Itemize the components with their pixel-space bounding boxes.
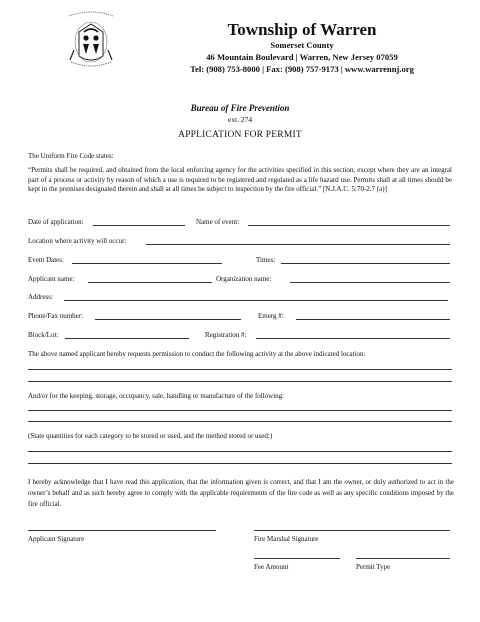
emergency-number-field[interactable]	[296, 319, 450, 320]
location-field[interactable]	[146, 244, 450, 245]
acknowledgment-paragraph: I hereby acknowledge that I have read this application, that the information given is correct, and that I am the owner, or duly authorized to act in the owner’s behalf and as such hereby agree to comply with the applicable requirements of the fire code as well as any specific conditions imposed by the fire official.	[28, 478, 454, 508]
emergency-number-label: Emerg #:	[258, 312, 284, 320]
bureau-extension: ext. 274	[227, 115, 253, 124]
applicant-signature-label: Applicant Signature	[28, 535, 85, 543]
quantities-line-1[interactable]	[28, 451, 452, 452]
form-title: APPLICATION FOR PERMIT	[178, 130, 302, 140]
township-title: Township of Warren	[227, 20, 377, 39]
activity-request-statement: The above named applicant hereby requests permission to conduct the following activity at the above indicated location:	[28, 350, 366, 358]
keeping-line-1[interactable]	[28, 410, 452, 411]
phone-fax-field[interactable]	[95, 319, 241, 320]
code-quote: “Permits shall be required, and obtained from the local enforcing agency for the activities specified in this section, except where they are an integral part of a process or activity by reason of which a use is required to be registered and regulated as a life hazard use. Permits shall at all times should be kept in the premises designated therein and shall at all times be subject to inspection by the fire official.” [N.J.A.C. 5:70-2.7 (a)]	[28, 166, 452, 193]
event-dates-label: Event Dates:	[28, 256, 64, 264]
township-address: 46 Mountain Boulevard | Warren, New Jersey 07059	[206, 52, 398, 62]
applicant-name-field[interactable]	[88, 282, 212, 283]
fee-amount-label: Fee Amount	[254, 563, 289, 571]
quantities-statement: (State quantities for each category to be stored or used, and the method stored or used:)	[28, 432, 273, 440]
name-of-event-label: Name of event:	[196, 218, 240, 226]
county-name: Somerset County	[270, 40, 334, 50]
bureau-name: Bureau of Fire Prevention	[190, 103, 290, 113]
event-dates-field[interactable]	[72, 263, 222, 264]
registration-number-label: Registration #:	[205, 331, 247, 339]
fee-amount-line[interactable]	[254, 558, 340, 559]
activity-line-1[interactable]	[28, 369, 452, 370]
applicant-signature-line[interactable]	[28, 530, 216, 531]
organization-name-label: Organization name:	[216, 275, 272, 283]
block-lot-label: Block/Lot:	[28, 331, 59, 339]
phone-fax-label: Phone/Fax number:	[28, 312, 84, 320]
permit-type-label: Permit Type	[356, 563, 391, 571]
fire-marshal-signature-line[interactable]	[254, 530, 450, 531]
township-contact: Tel: (908) 753-8000 | Fax: (908) 757-9173 | www.warrennj.org	[190, 64, 414, 74]
applicant-name-label: Applicant name:	[28, 275, 75, 283]
date-of-application-label: Date of application:	[28, 218, 84, 226]
registration-number-field[interactable]	[256, 338, 450, 339]
times-field[interactable]	[281, 263, 450, 264]
permit-type-line[interactable]	[356, 558, 450, 559]
activity-line-2[interactable]	[28, 381, 452, 382]
block-lot-field[interactable]	[65, 338, 189, 339]
address-field[interactable]	[64, 300, 448, 301]
quantities-line-2[interactable]	[28, 463, 452, 464]
location-label: Location where activity will occur:	[28, 237, 127, 245]
keeping-line-2[interactable]	[28, 421, 452, 422]
name-of-event-field[interactable]	[248, 225, 450, 226]
code-intro: The Uniform Fire Code states:	[28, 152, 114, 160]
keeping-statement: And/or for the keeping, storage, occupancy, sale, handling or manufacture of the following:	[28, 392, 285, 400]
date-of-application-field[interactable]	[93, 225, 185, 226]
fire-marshal-signature-label: Fire Marshal Signature	[254, 535, 319, 543]
organization-name-field[interactable]	[290, 282, 450, 283]
times-label: Times:	[256, 256, 276, 264]
address-label: Address:	[28, 293, 53, 301]
